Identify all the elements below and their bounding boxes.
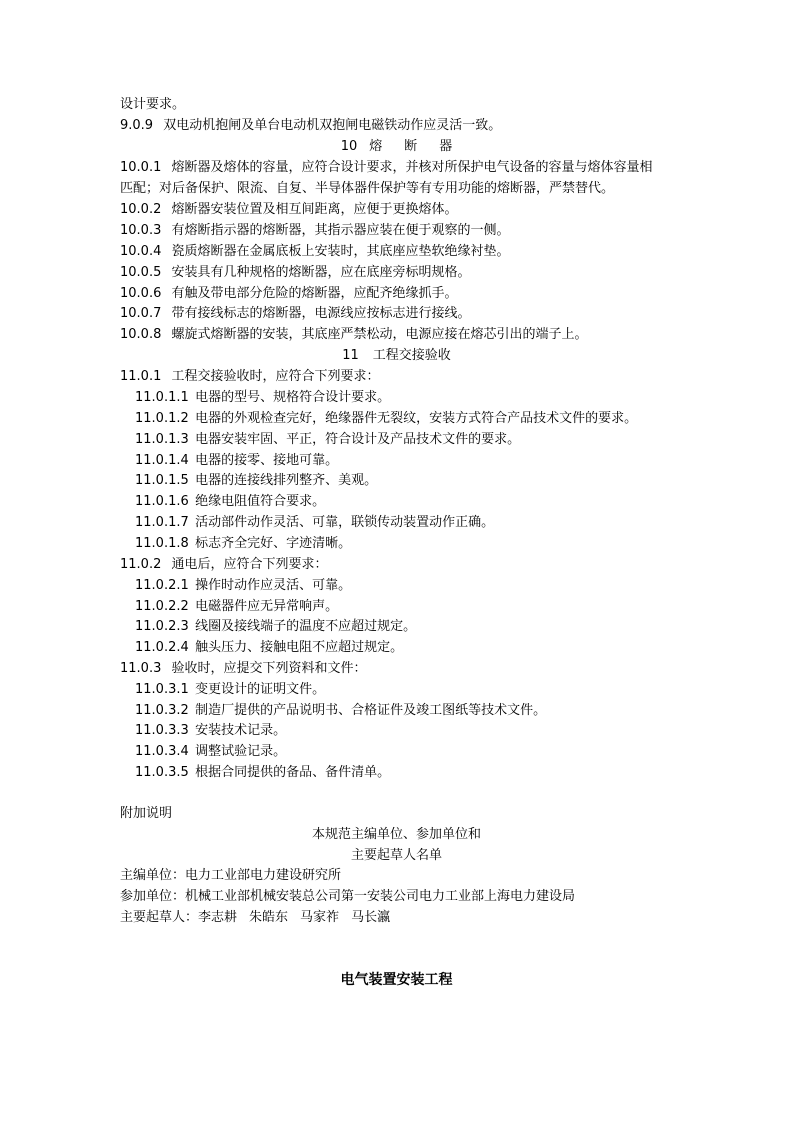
clause-number: 11.0.3 — [120, 661, 162, 676]
item-text: 活动部件动作灵活、可靠，联锁传动装置动作正确。 — [195, 515, 495, 530]
clause-text: 瓷质熔断器在金属底板上安装时，其底座应垫软绝缘衬垫。 — [171, 244, 510, 259]
clause-10-0-7 — [120, 306, 471, 322]
item-11-0-3-1 — [135, 682, 325, 698]
item-11-0-3-4 — [135, 744, 286, 760]
clause-number: 10.0.3 — [120, 223, 162, 238]
clause-10-0-8 — [120, 327, 588, 343]
clause-10-0-2 — [120, 202, 458, 218]
clause-number: 10.0.4 — [120, 244, 162, 259]
clause-text: 有熔断指示器的熔断器，其指示器应装在便于观察的一侧。 — [171, 223, 510, 238]
clause-9-0-9 — [120, 118, 501, 134]
item-text: 标志齐全完好、字迹清晰。 — [195, 536, 352, 551]
item-number: 11.0.2.4 — [135, 640, 189, 655]
item-text: 电器的外观检查完好，绝缘器件无裂纹，安装方式符合产品技术文件的要求。 — [195, 411, 638, 426]
appendix-subtitle-2: 主要起草人名单 — [350, 848, 442, 863]
item-11-0-3-5 — [135, 765, 390, 781]
item-text: 电磁器件应无异常响声。 — [195, 599, 339, 614]
clause-text: 螺旋式熔断器的安装，其底座严禁松动，电源应接在熔芯引出的端子上。 — [171, 327, 588, 342]
clause-number: 9.0.9 — [120, 118, 154, 133]
clause-10-0-3 — [120, 223, 510, 239]
item-number: 11.0.2.3 — [135, 619, 189, 634]
item-text: 线圈及接线端子的温度不应超过规定。 — [195, 619, 417, 634]
item-number: 11.0.3.2 — [135, 703, 189, 718]
section-heading-11: 11 工程交接验收 — [342, 348, 451, 363]
item-text: 电器的接零、接地可靠。 — [195, 453, 339, 468]
main-drafters — [120, 910, 390, 926]
item-text: 电器的型号、规格符合设计要求。 — [195, 390, 391, 405]
section-heading-10: 10 熔 断 器 — [340, 139, 453, 154]
item-number: 11.0.1.8 — [135, 536, 189, 551]
clause-10-0-6 — [120, 286, 458, 302]
appendix-subtitle-1: 本规范主编单位、参加单位和 — [311, 827, 481, 842]
item-number: 11.0.1.6 — [135, 494, 189, 509]
item-text: 电器的连接线排列整齐、美观。 — [195, 473, 378, 488]
drafter-name: 马长瀛 — [351, 910, 391, 925]
clause-number: 10.0.7 — [120, 306, 162, 321]
item-number: 11.0.2.2 — [135, 599, 189, 614]
item-11-0-1-8 — [135, 536, 351, 552]
item-11-0-2-1 — [135, 578, 351, 594]
clause-number: 10.0.5 — [120, 265, 162, 280]
clause-text: 安装具有几种规格的熔断器，应在底座旁标明规格。 — [171, 265, 471, 280]
item-text: 安装技术记录。 — [195, 723, 287, 738]
participating-units: 参加单位：机械工业部机械安装总公司第一安装公司电力工业部上海电力建设局 — [120, 889, 576, 904]
item-number: 11.0.3.1 — [135, 682, 189, 697]
drafter-name: 朱皓东 — [249, 910, 289, 925]
item-number: 11.0.3.3 — [135, 723, 189, 738]
drafters-label: 主要起草人： — [120, 910, 199, 925]
item-number: 11.0.2.1 — [135, 578, 189, 593]
item-11-0-3-3 — [135, 723, 286, 739]
text-line: 设计要求。 — [120, 97, 186, 112]
item-text: 触头压力、接触电阻不应超过规定。 — [195, 640, 404, 655]
clause-text: 有触及带电部分危险的熔断器，应配齐绝缘抓手。 — [171, 286, 458, 301]
item-text: 根据合同提供的备品、备件清单。 — [195, 765, 391, 780]
item-text: 绝缘电阻值符合要求。 — [195, 494, 326, 509]
item-11-0-1-4 — [135, 453, 338, 469]
clause-text: 通电后，应符合下列要求： — [171, 557, 328, 572]
item-text: 电器安装牢固、平正，符合设计及产品技术文件的要求。 — [195, 432, 521, 447]
item-text: 操作时动作应灵活、可靠。 — [195, 578, 352, 593]
item-11-0-1-5 — [135, 473, 377, 489]
document-title: 电气装置安装工程 — [340, 972, 453, 988]
clause-10-0-1-cont: 匹配；对后备保护、限流、自复、半导体器件保护等有专用功能的熔断器，严禁替代。 — [120, 181, 615, 196]
item-number: 11.0.1.3 — [135, 432, 189, 447]
chief-editor-unit: 主编单位：电力工业部电力建设研究所 — [120, 868, 342, 883]
clause-text: 双电动机抱闸及单台电动机双抱闸电磁铁动作应灵活一致。 — [163, 118, 502, 133]
clause-text: 带有接线标志的熔断器，电源线应按标志进行接线。 — [171, 306, 471, 321]
item-text: 变更设计的证明文件。 — [195, 682, 326, 697]
clause-number: 10.0.1 — [120, 160, 162, 175]
item-11-0-2-2 — [135, 599, 338, 615]
clause-10-0-1 — [120, 160, 653, 176]
clause-number: 10.0.8 — [120, 327, 162, 342]
clause-text: 工程交接验收时，应符合下列要求： — [171, 369, 380, 384]
item-number: 11.0.1.4 — [135, 453, 189, 468]
clause-11-0-2 — [120, 557, 328, 573]
drafter-name: 李志耕 — [198, 910, 238, 925]
clause-number: 10.0.6 — [120, 286, 162, 301]
drafter-name: 马家祚 — [300, 910, 340, 925]
clause-10-0-4 — [120, 244, 510, 260]
clause-text: 熔断器安装位置及相互间距离，应便于更换熔体。 — [171, 202, 458, 217]
item-text: 制造厂提供的产品说明书、合格证件及竣工图纸等技术文件。 — [195, 703, 547, 718]
clause-text: 熔断器及熔体的容量，应符合设计要求，并核对所保护电气设备的容量与熔体容量相 — [171, 160, 653, 175]
item-11-0-1-7 — [135, 515, 494, 531]
clause-number: 10.0.2 — [120, 202, 162, 217]
item-11-0-1-3 — [135, 432, 520, 448]
item-11-0-2-3 — [135, 619, 416, 635]
item-11-0-2-4 — [135, 640, 403, 656]
item-number: 11.0.1.5 — [135, 473, 189, 488]
item-11-0-1-2 — [135, 411, 637, 427]
clause-text: 验收时，应提交下列资料和文件： — [171, 661, 367, 676]
item-number: 11.0.1.7 — [135, 515, 189, 530]
clause-10-0-5 — [120, 265, 471, 281]
clause-number: 11.0.2 — [120, 557, 162, 572]
item-text: 调整试验记录。 — [195, 744, 287, 759]
item-number: 11.0.3.4 — [135, 744, 189, 759]
item-number: 11.0.1.2 — [135, 411, 189, 426]
clause-11-0-1 — [120, 369, 380, 385]
clause-11-0-3 — [120, 661, 367, 677]
item-11-0-1-1 — [135, 390, 390, 406]
item-number: 11.0.3.5 — [135, 765, 189, 780]
item-11-0-3-2 — [135, 703, 546, 719]
clause-number: 11.0.1 — [120, 369, 162, 384]
appendix-heading: 附加说明 — [120, 806, 173, 821]
item-number: 11.0.1.1 — [135, 390, 189, 405]
item-11-0-1-6 — [135, 494, 325, 510]
